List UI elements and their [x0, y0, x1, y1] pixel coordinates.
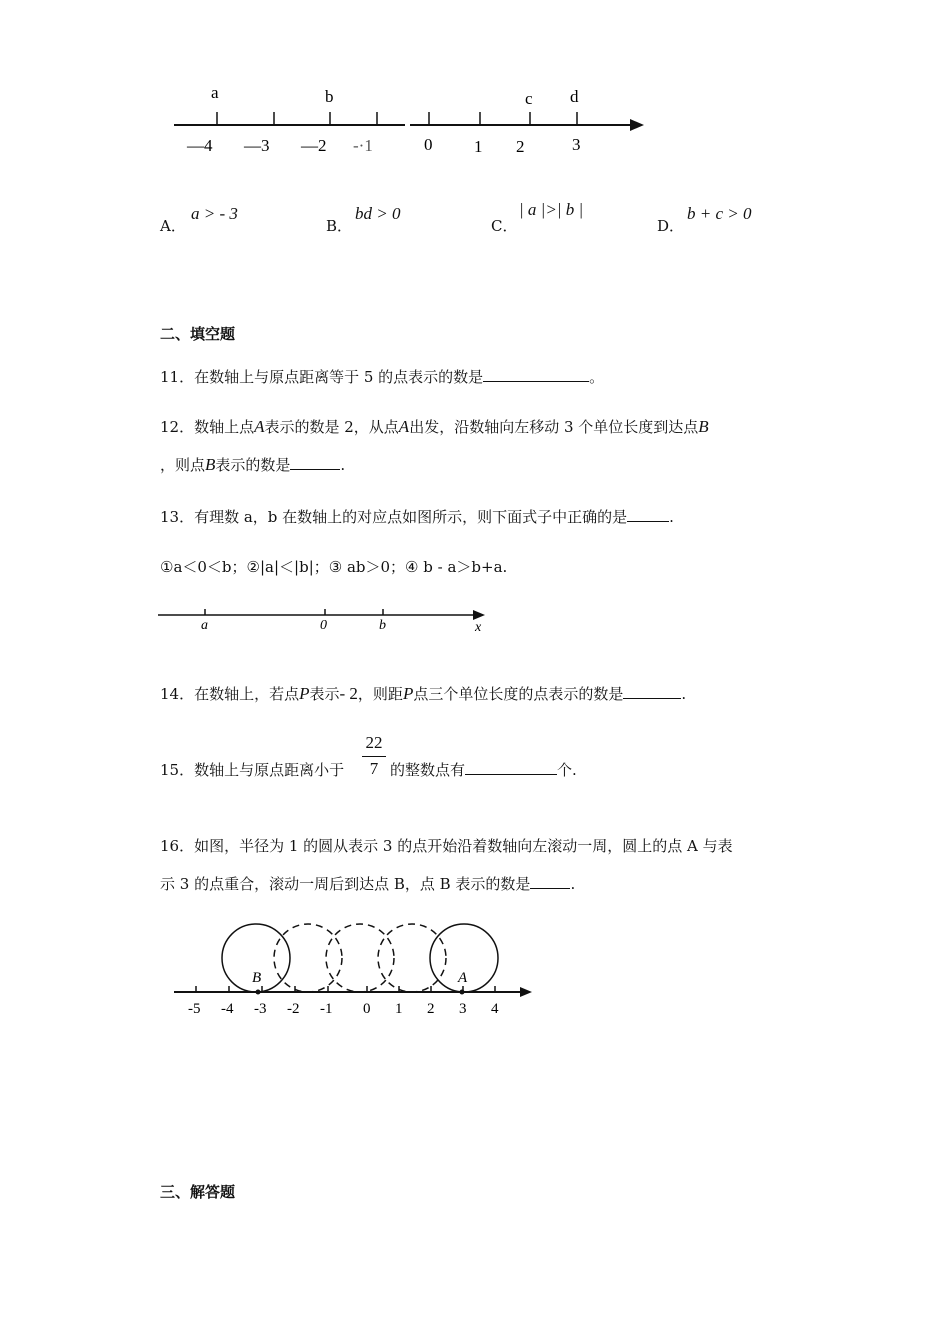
tick-label: —3 [244, 136, 270, 155]
answer-blank[interactable] [483, 367, 589, 382]
label-a: a [211, 83, 219, 102]
answer-blank[interactable] [290, 455, 340, 470]
tick-label: 0 [424, 135, 433, 154]
tick-label: 1 [395, 1001, 403, 1017]
axis-label-x: x [475, 620, 482, 635]
option-d[interactable]: D． [657, 217, 685, 235]
tick-label: 3 [459, 1001, 467, 1017]
number-line-figure-1 [170, 80, 660, 160]
tick-label: 2 [516, 137, 525, 156]
tick-label: -2 [287, 1001, 300, 1017]
point-a-label: A [458, 970, 468, 986]
option-b[interactable]: B． [326, 217, 353, 235]
number-line-figure-13 [155, 603, 495, 635]
question-15-rest: 的整数点有 个. [390, 761, 577, 779]
question-13: 13．有理数 a，b 在数轴上的对应点如图所示，则下面式子中正确的是 . [160, 508, 674, 526]
question-11: 11．在数轴上与原点距离等于 5 的点表示的数是 。 [160, 368, 605, 386]
option-c-expr: | a |>| b | [519, 200, 584, 219]
answer-blank[interactable] [465, 760, 557, 775]
answer-blank[interactable] [530, 874, 570, 889]
axis-label-a: a [201, 618, 208, 633]
tick-label: -4 [221, 1001, 234, 1017]
section-title-fill-blank: 二、填空题 [160, 325, 236, 343]
point-b-label: B [252, 970, 262, 986]
question-16-line-2: 示 3 的点重合，滚动一周后到达点 B，点 B 表示的数是 . [160, 875, 576, 893]
question-13-choices: ①a＜0＜b；②|a|＜|b|；③ ab＞0；④ b - a＞b+a. [160, 558, 508, 576]
tick-label: —4 [187, 136, 213, 155]
question-15: 15．数轴上与原点距离小于 [160, 761, 345, 779]
tick-label: -·1 [353, 136, 373, 155]
option-a-expr: a > - 3 [191, 204, 238, 223]
question-14: 14．在数轴上，若点P表示- 2，则距P点三个单位长度的点表示的数是 . [160, 684, 687, 703]
axis-label-0: 0 [320, 618, 327, 633]
axis-label-b: b [379, 618, 386, 633]
option-b-expr: bd > 0 [355, 204, 401, 223]
option-c[interactable]: C． [491, 217, 518, 235]
question-16: 16．如图，半径为 1 的圆从表示 3 的点开始沿着数轴向左滚动一周，圆上的点 A 与表 [160, 837, 733, 855]
label-d: d [570, 87, 579, 106]
tick-label: 3 [572, 135, 581, 154]
tick-label: -1 [320, 1001, 333, 1017]
tick-label: 2 [427, 1001, 435, 1017]
tick-label: -3 [254, 1001, 267, 1017]
label-b: b [325, 87, 334, 106]
answer-blank[interactable] [623, 684, 681, 699]
rolling-circle-figure [170, 915, 540, 1020]
tick-label: 4 [491, 1001, 499, 1017]
question-12-line-2: ，则点B表示的数是 . [160, 455, 346, 474]
tick-label: -5 [188, 1001, 201, 1017]
tick-label: 0 [363, 1001, 371, 1017]
option-d-expr: b + c > 0 [687, 204, 752, 223]
fraction-22-7: 22 7 [360, 733, 388, 779]
label-c: c [525, 89, 533, 108]
tick-label: —2 [301, 136, 327, 155]
option-a[interactable]: A． [160, 217, 186, 235]
section-title-answer: 三、解答题 [160, 1183, 236, 1201]
answer-blank[interactable] [627, 507, 669, 522]
tick-label: 1 [474, 137, 483, 156]
question-12: 12．数轴上点A表示的数是 2，从点A出发，沿数轴向左移动 3 个单位长度到达点B [160, 417, 709, 436]
